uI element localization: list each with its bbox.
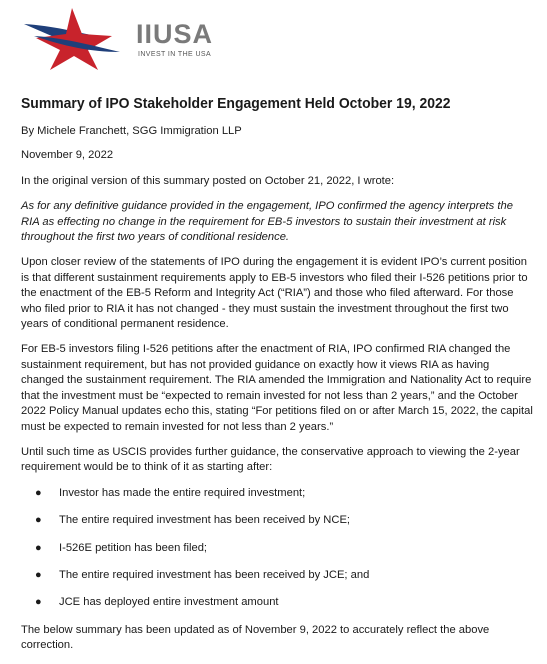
bullet-icon: ● — [35, 596, 42, 609]
document-body — [21, 95, 533, 664]
list-item — [21, 513, 533, 528]
list-item — [21, 486, 533, 501]
bullet-icon: ● — [35, 514, 42, 527]
intro-paragraph: In the original version of this summary posted on October 21, 2022, I wrote: — [21, 174, 395, 187]
iiusa-logo — [24, 6, 214, 70]
list-item — [21, 568, 533, 583]
bullet-icon: ● — [35, 568, 42, 581]
quoted-paragraph: As for any definitive guidance provided in the engagement, IPO confirmed the agency interprets the RIA as effecting no change in the requirement for EB-5 investors to sustain their investment at risk throughout the first two years of conditional residence. — [21, 200, 513, 244]
list-item-text: The entire required investment has been received by JCE; and — [59, 568, 370, 581]
paragraph-3: Until such time as USCIS provides further guidance, the conservative approach to viewing the 2-year requirement would be to think of it as starting after: — [21, 445, 520, 474]
list-item-text: JCE has deployed entire investment amount — [59, 596, 279, 609]
bullet-icon: ● — [35, 486, 42, 499]
author-line: By Michele Franchett, SGG Immigration LLP — [21, 125, 242, 137]
list-item — [21, 595, 533, 610]
logo-wordmark: IIUSA — [136, 19, 214, 49]
logo-tagline: INVEST IN THE USA — [138, 51, 212, 58]
document-date: November 9, 2022 — [21, 149, 114, 162]
paragraph-2: For EB-5 investors filing I-526 petitions after the enactment of RIA, IPO confirmed RIA changed the sustainment requirement, but has not provided guidance on exactly how it views RIA as having changed the sustainment requirement. The RIA amended the Immigration and Nationality Act to require that the investment must be “expected to remain invested for not less than 2 years,” and the October 2022 Policy Manual updates echo this, stating “For petitions filed on or after March 15, 2022, the capital must be expected to remain invested for not less than 2 years.” — [21, 343, 533, 433]
list-item — [21, 541, 533, 556]
closing-paragraph: The below summary has been updated as of November 9, 2022 to accurately reflect the above correction. — [21, 623, 490, 652]
list-item-text: I-526E petition has been filed; — [59, 541, 208, 554]
bullet-list — [21, 486, 533, 611]
document-title: Summary of IPO Stakeholder Engagement Held October 19, 2022 — [21, 95, 451, 112]
list-item-text: Investor has made the entire required investment; — [59, 486, 306, 499]
paragraph-1: Upon closer review of the statements of IPO during the engagement it is evident IPO’s current position is that different sustainment requirements apply to EB-5 investors who filed their I-526 petitions prior to the enactment of the EB-5 Reform and Integrity Act (“RIA”) and those who filed afterward. For those who filed prior to RIA it has not changed - they must sustain the investment throughout the first two years of conditional permanent residence. — [21, 256, 528, 331]
bullet-icon: ● — [35, 541, 42, 554]
list-item-text: The entire required investment has been received by NCE; — [59, 514, 351, 527]
star-swoosh-icon — [24, 6, 134, 70]
